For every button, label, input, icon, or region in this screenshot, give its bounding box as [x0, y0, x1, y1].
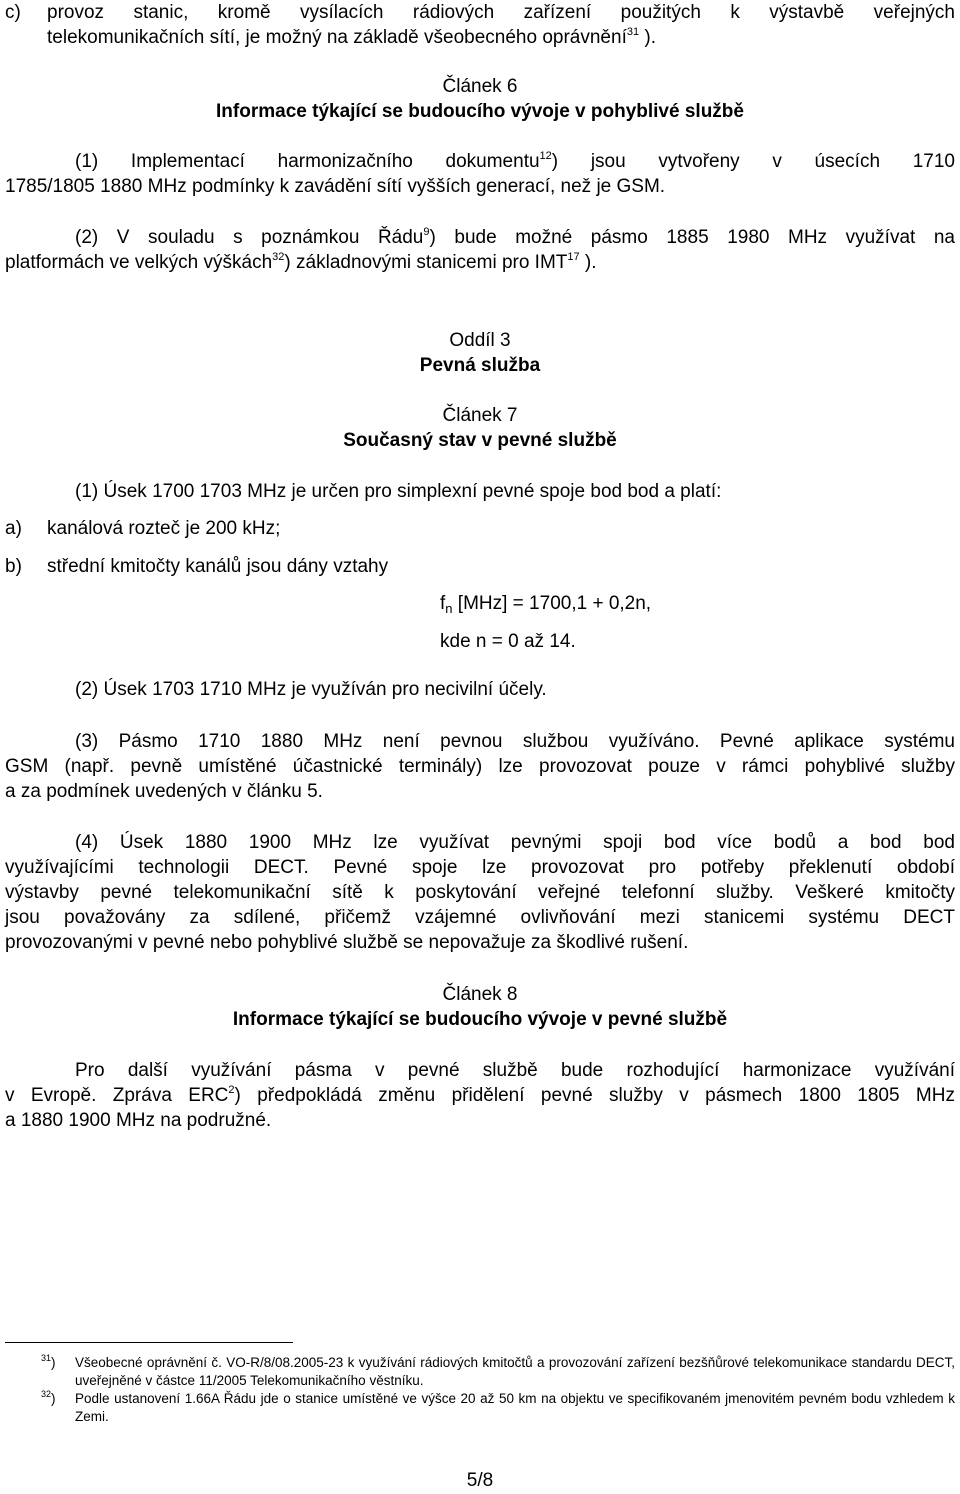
- paragraph-text: v Evropě. Zpráva ERC: [5, 1085, 229, 1106]
- list-label: a): [5, 518, 22, 539]
- formula-text: [MHz] = 1700,1 + 0,2n,: [452, 593, 652, 614]
- article-title: Informace týkající se budoucího vývoje v pevné službě: [232, 1009, 728, 1030]
- paragraph-text: (1) Implementací harmonizačního dokumentu: [75, 151, 540, 172]
- list-item-c: [5, 0, 955, 25]
- formula-symbol: f: [440, 593, 446, 614]
- paragraph: (2) Úsek 1703 1710 MHz je využíván pro necivilní účely.: [75, 679, 547, 700]
- article-title: Informace týkající se budoucího vývoje v pohyblivé službě: [216, 101, 744, 122]
- paragraph-line: provozovanými v pevné nebo pohyblivé službě se nepovažuje za škodlivé rušení.: [5, 932, 689, 953]
- paragraph-line: [5, 1083, 955, 1108]
- footnote-number: [41, 1354, 56, 1372]
- paragraph-line: jsou považovány za sdílené, přičemž vzájemné ovlivňování mezi stanicemi systému DECT: [5, 907, 955, 928]
- list-text: provoz stanic, kromě vysílacích rádiových zařízení použitých k výstavbě veřejných: [47, 2, 955, 23]
- paragraph-line: (4) Úsek 1880 1900 MHz lze využívat pevnými spoji bod více bodů a bod bod: [75, 832, 955, 853]
- list-label: b): [5, 556, 22, 577]
- footnote-ref[interactable]: 17: [567, 251, 580, 263]
- section-title: Pevná služba: [419, 355, 541, 376]
- footnote-text: Podle ustanovení 1.66A Řádu jde o stanice umístěné ve výšce 20 až 50 km na objektu ve specifikovaném jmenovitém pevném bodu vzhledem k Zemi.: [75, 1391, 955, 1424]
- paragraph-line: Pro další využívání pásma v pevné službě bude rozhodující harmonizace využívání: [75, 1060, 955, 1081]
- footnote-ref[interactable]: 32: [272, 251, 285, 263]
- formula-subscript: n: [445, 601, 453, 616]
- paragraph: [75, 225, 955, 250]
- section-heading: Oddíl 3: [449, 330, 511, 351]
- list-item-c-cont: [47, 25, 955, 50]
- paragraph-text: ).: [579, 252, 597, 273]
- paragraph-line: [5, 250, 955, 275]
- paragraph-line: využívajícími technologii DECT. Pevné spoje lze provozovat pro potřeby překlenutí období: [5, 857, 955, 878]
- paragraph-text: (2) V souladu s poznámkou Řádu: [75, 227, 424, 248]
- paragraph-line: (3) Pásmo 1710 1880 MHz není pevnou službou využíváno. Pevné aplikace systému: [75, 731, 955, 752]
- footnote-number: [41, 1390, 56, 1408]
- paragraph-line: výstavby pevné telekomunikační sítě k poskytování veřejné telefonní služby. Veškeré kmitočty: [5, 882, 955, 903]
- article-heading: Článek 6: [442, 76, 518, 97]
- list-label: c): [5, 2, 21, 23]
- footnote-ref[interactable]: 9: [423, 226, 430, 238]
- paragraph-line: GSM (např. pevně umístěné účastnické terminály) lze provozovat pouze v rámci pohyblivé služby: [5, 756, 955, 777]
- paragraph-line: a za podmínek uvedených v článku 5.: [5, 781, 323, 802]
- list-item-b: [5, 554, 955, 579]
- footnote-ref[interactable]: 2: [228, 1084, 235, 1096]
- paragraph-line: a 1880 1900 MHz na podružné.: [5, 1110, 272, 1131]
- list-text: telekomunikačních sítí, je možný na základě všeobecného oprávnění: [47, 27, 627, 48]
- paragraph-text: ) základnovými stanicemi pro IMT: [284, 252, 568, 273]
- footnote-number-text: 32: [41, 1389, 52, 1399]
- page-number: 5/8: [466, 1470, 494, 1491]
- article-title: Současný stav v pevné službě: [343, 430, 617, 451]
- footnote-text: Všeobecné oprávnění č. VO-R/8/08.2005-23 k využívání rádiových kmitočtů a provozování zařízení bezšňůrové telekomunikace standardu DECT, uveřejněné v částce 11/2005 Telekomunikačního věstníku.: [75, 1355, 955, 1388]
- paragraph-text: ) jsou vytvořeny v úsecích 1710: [551, 151, 955, 172]
- paragraph-text: ) předpokládá změnu přidělení pevné služby v pásmech 1800 1805 MHz: [234, 1085, 955, 1106]
- article-heading: Článek 7: [442, 405, 518, 426]
- paragraph-text: ) bude možné pásmo 1885 1980 MHz využívat na: [429, 227, 955, 248]
- footnote-ref[interactable]: 31: [626, 26, 640, 38]
- list-item-a: [5, 516, 955, 541]
- footnote-number-close: ): [51, 1391, 56, 1406]
- footnote-ref[interactable]: 12: [539, 150, 552, 162]
- list-text: kanálová rozteč je 200 kHz;: [47, 518, 281, 539]
- footnote-separator: [5, 1342, 293, 1343]
- formula-range: kde n = 0 až 14.: [440, 631, 576, 652]
- paragraph-text: platformách ve velkých výškách: [5, 252, 273, 273]
- footnote-number-close: ): [51, 1355, 56, 1370]
- formula: [440, 591, 955, 616]
- paragraph: [75, 149, 955, 174]
- paragraph-line: 1785/1805 1880 MHz podmínky k zavádění sítí vyšších generací, než je GSM.: [5, 176, 666, 197]
- article-heading: Článek 8: [442, 984, 518, 1005]
- list-text: ).: [639, 27, 656, 48]
- footnote: [5, 1390, 955, 1426]
- list-text: střední kmitočty kanálů jsou dány vztahy: [47, 556, 389, 577]
- footnote-number-text: 31: [41, 1353, 52, 1363]
- footnote: [5, 1354, 955, 1390]
- paragraph: (1) Úsek 1700 1703 MHz je určen pro simplexní pevné spoje bod bod a platí:: [75, 481, 722, 502]
